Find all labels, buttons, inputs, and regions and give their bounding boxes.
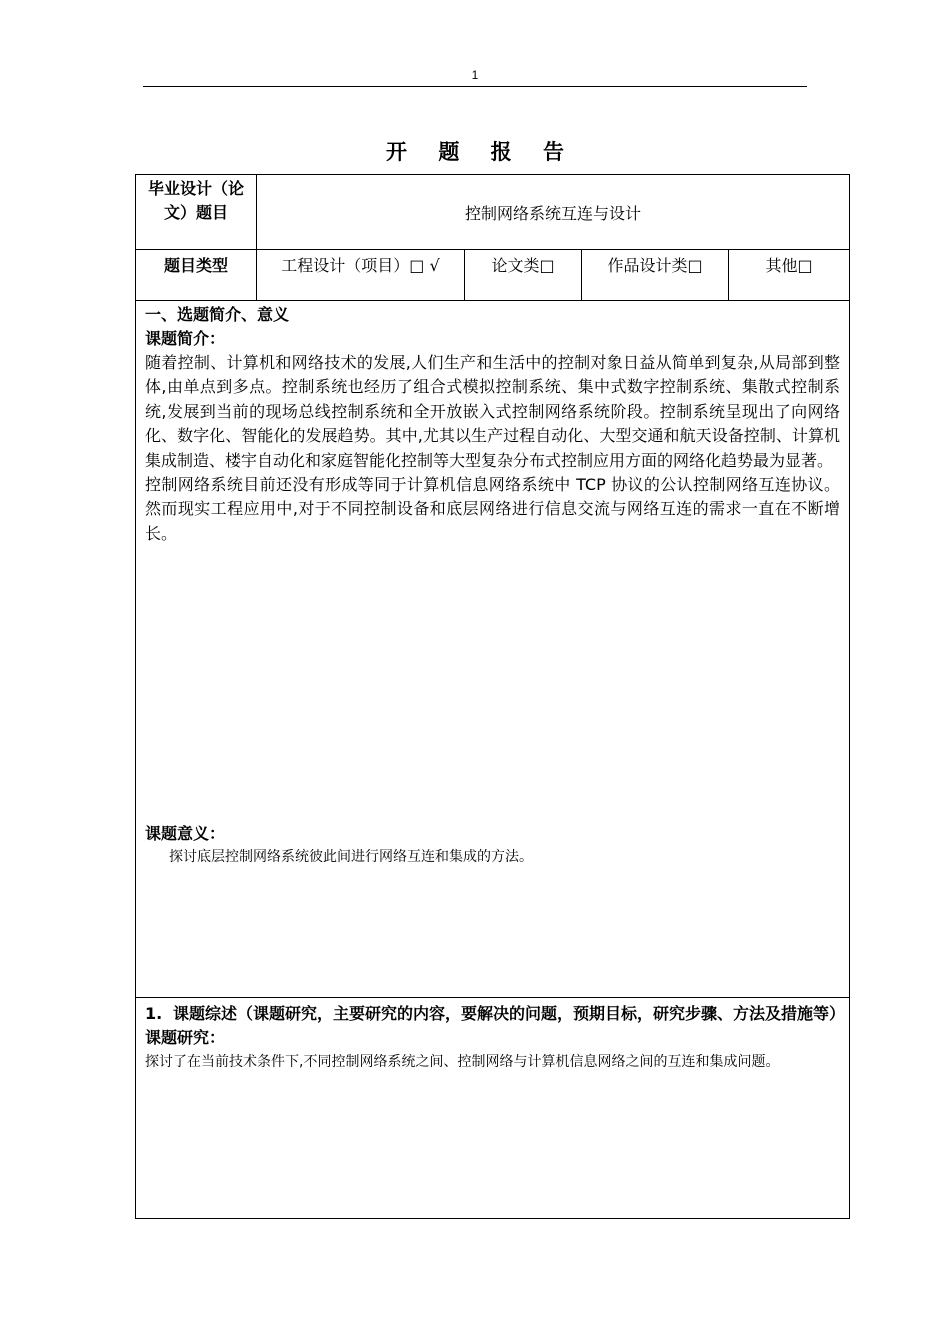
- section2-cell: [136, 998, 850, 1219]
- research-text: 探讨了在当前技术条件下,不同控制网络系统之间、控制网络与计算机信息网络之间的互连和集成问题。: [145, 1054, 780, 1070]
- section2-row: [136, 998, 850, 1219]
- topic-value-cell: [257, 175, 850, 250]
- type-option-label: 作品设计类□: [607, 256, 703, 275]
- type-option-work-design[interactable]: [582, 250, 729, 301]
- intro-paragraph: 随着控制、计算机和网络技术的发展,人们生产和生活中的控制对象日益从简单到复杂,从局部到整体,由单点到多点。控制系统也经历了组合式模拟控制系统、集中式数字控制系统、集散式控制系统,发展到当前的现场总线控制系统和全开放嵌入式控制网络系统阶段。控制系统呈现出了向网络化、数字化、智能化的发展趋势。其中,尤其以生产过程自动化、大型交通和航天设备控制、计算机集成制造、楼宇自动化和家庭智能化控制等大型复杂分布式控制应用方面的网络化趋势最为显著。: [145, 353, 841, 470]
- topic-label-cell: [136, 175, 257, 250]
- blank-space: [145, 546, 840, 822]
- intro-heading: 课题简介：: [145, 329, 226, 348]
- type-row: [136, 250, 850, 301]
- type-option-label: 其他□: [765, 256, 813, 275]
- document-title: 开 题 报 告: [386, 140, 576, 164]
- meaning-heading: 课题意义：: [145, 824, 226, 844]
- intro-paragraph: 控制网络系统目前还没有形成等同于计算机信息网络系统中 TCP 协议的公认控制网络互连协议。然而现实工程应用中,对于不同控制设备和底层网络进行信息交流与网络互连的需求一直在不断增长。: [145, 475, 841, 543]
- header-rule: [143, 86, 807, 87]
- topic-value: 控制网络系统互连与设计: [465, 203, 642, 223]
- section2-heading-block: [145, 1002, 846, 1026]
- section2-heading: 课题综述（课题研究，主要研究的内容，要解决的问题，预期目标，研究步骤、方法及措施等）: [173, 1004, 846, 1023]
- type-option-other[interactable]: [729, 250, 850, 301]
- type-option-thesis[interactable]: [465, 250, 582, 301]
- section1-row: [136, 301, 850, 998]
- topic-row: [136, 175, 850, 250]
- meaning-text: 探讨底层控制网络系统彼此间进行网络互连和集成的方法。: [169, 849, 533, 866]
- type-label: 题目类型: [163, 256, 228, 275]
- section2-number: 1.: [145, 1004, 163, 1023]
- type-option-label: 论文类□: [491, 256, 555, 275]
- section1-cell: [136, 301, 850, 998]
- type-option-label: 工程设计（项目）□ √: [281, 256, 440, 275]
- type-label-cell: [136, 250, 257, 301]
- page-number: 1: [471, 68, 479, 82]
- type-option-engineering[interactable]: [257, 250, 465, 301]
- section1-heading: 一、选题简介、意义: [145, 305, 290, 324]
- report-table: [135, 174, 850, 1219]
- topic-label: 毕业设计（论文）题目: [147, 179, 244, 222]
- research-heading: 课题研究：: [145, 1028, 226, 1047]
